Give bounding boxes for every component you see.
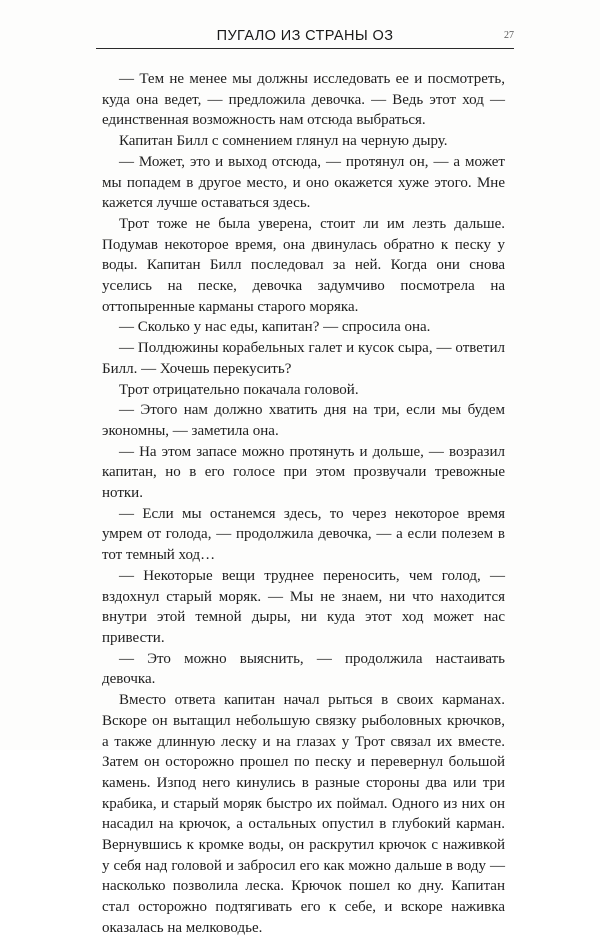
- paragraph: Трот отрицательно покачала головой.: [119, 381, 359, 398]
- running-title: ПУГАЛО ИЗ СТРАНЫ ОЗ: [216, 28, 394, 44]
- paragraph: — На этом запасе можно протянуть и дольше, — возразил капитан, но в его голосе при этом прозвучали тревожные нотки.: [102, 443, 505, 502]
- paragraph: — Если мы останемся здесь, то через некоторое время умрем от голода, — продолжила девочка, — а если полезем в тот темный ход…: [102, 505, 505, 564]
- paragraph: — Некоторые вещи труднее переносить, чем голод, — вздохнул старый моряк. — Мы не знаем, ни что находится внутри этой темной дыры, ни куда этот ход может нас привести.: [102, 567, 505, 646]
- paragraph: Трот тоже не была уверена, стоит ли им лезть дальше. Подумав некоторое время, она двинулась обратно к песку у воды. Капитан Билл последовал за ней. Когда они снова уселись на песке, девочка задумчиво посмотрела на оттопыренные карманы старого моряка.: [102, 215, 505, 315]
- paragraph: Капитан Билл с сомнением глянул на черную дыру.: [119, 133, 448, 150]
- paragraph: — Это можно выяснить, — продолжила настаивать девочка.: [102, 650, 505, 688]
- paragraph: — Этого нам должно хватить дня на три, если мы будем экономны, — заметила она.: [102, 402, 505, 439]
- paragraph: — Полдюжины корабельных галет и кусок сыра, — ответил Билл. — Хочешь перекусить?: [102, 340, 505, 377]
- paragraph: — Может, это и выход отсюда, — протянул он, — а может мы попадем в другое место, и оно окажется хуже этого. Мне кажется лучше оставаться здесь.: [102, 153, 505, 212]
- page-number: 27: [504, 30, 514, 41]
- paragraph: Вместо ответа капитан начал рыться в своих карманах. Вскоре он вытащил небольшую связку рыболовных крючков, а также длинную леску и на глазах у Трот связал их вместе. Затем он осторожно прошел по песку и перевернул большой камень. Изпод него кинулись в разные стороны два или три крабика, и старый моряк быстро их поймал. Одного из них он насадил на крючок, а остальных опустил в глубокий карман. Вернувшись к кромке воды, он раскрутил крючок с наживкой у себя над головой и забросил его как можно дальше в воду — насколько позволила леска. Крючок пошел ко дну. Капитан стал осторожно подтягивать его к себе, и вскоре наживка оказалась на мелководье.: [102, 692, 505, 936]
- body-text: [102, 69, 505, 939]
- paragraph: — Сколько у нас еды, капитан? — спросила она.: [119, 319, 431, 336]
- running-header: [96, 26, 514, 49]
- paragraph: — Тем не менее мы должны исследовать ее и посмотреть, куда она ведет, — предложила девочка. — Ведь этот ход — единственная возможность нам отсюда выбраться.: [102, 71, 505, 129]
